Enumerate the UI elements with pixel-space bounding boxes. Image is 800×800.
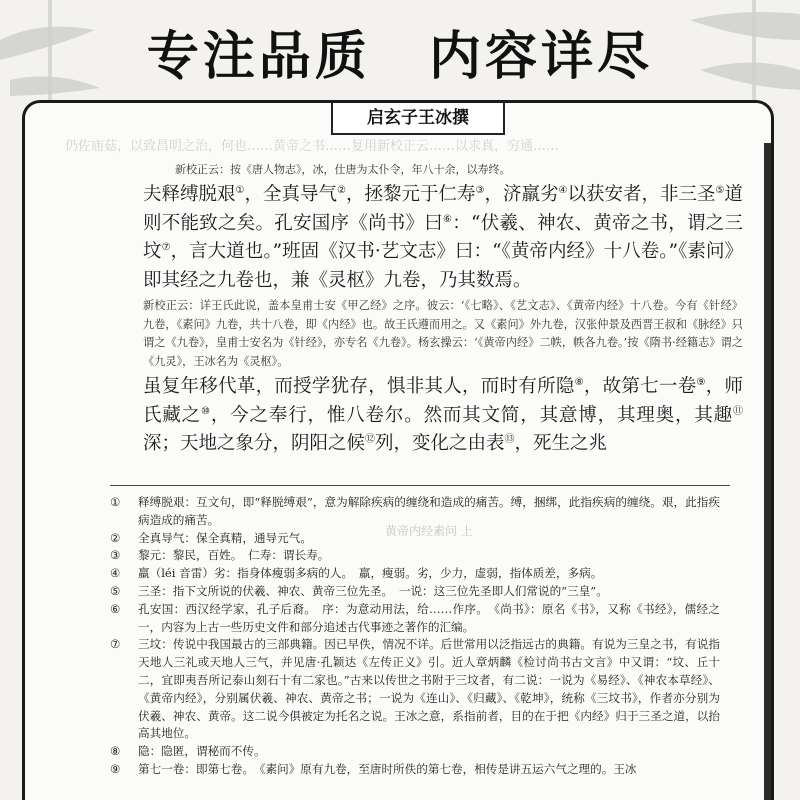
footnote-number: ④ <box>110 566 121 581</box>
footnote-ref: ⑪ <box>733 405 743 417</box>
footnote-ref: ⑩ <box>201 405 211 417</box>
footnote-text: 黎元：黎民，百姓。 仁寿：谓长寿。 <box>138 548 330 563</box>
text-segment: ，故第七一卷 <box>583 376 697 397</box>
main-paragraph-2 <box>143 373 743 459</box>
footnote-item <box>110 636 720 743</box>
footnote-ref: ⑦ <box>161 241 171 253</box>
footnote-item <box>110 547 720 565</box>
text-segment: ，言大道也。”班固《汉书·艺文志》曰：“《黄帝内经》十八卷。”《素问》即其经之九卷也，兼《灵枢》九卷，乃其数焉。 <box>143 241 743 291</box>
footnote-number: ① <box>110 495 121 509</box>
main-paragraph-1 <box>143 181 743 295</box>
footnote-number: ② <box>110 530 121 545</box>
footnote-number: ⑥ <box>110 601 121 616</box>
page-title: 启玄子王冰撰 <box>331 103 505 135</box>
footnote-ref: ⑫ <box>365 433 376 445</box>
correction-note: 新校正云：详王氏此说，盖本皇甫士安《甲乙经》之序。彼云：‘《七略》、《艺文志》、《黄帝内经》十八卷。今有《针经》九卷，《素问》九卷，共十八卷，即《内经》也。故王氏遵而用之。又《素问》外九卷，汉张仲景及西晋王叔和《脉经》只谓之《九卷》，皇甫士安名为《针经》，亦专名《九卷》。杨玄操云：‘《黄帝内经》二帙，帙各九卷。’按《隋书·经籍志》谓之《九灵》，王冰名为《灵枢》。 <box>143 299 744 368</box>
text-segment: ：“伏羲、神农、黄帝之书，谓之三坟 <box>143 212 743 262</box>
footnote-number: ⑨ <box>110 761 121 776</box>
footnote-item <box>110 565 720 583</box>
footnote-text: 羸（léi 音雷）劣：指身体瘦弱多病的人。 羸，瘦弱。劣，少力，虚弱，指体质差，多病。 <box>138 566 603 581</box>
footnote-ref: ⑤ <box>715 184 725 196</box>
main-text <box>143 181 743 459</box>
text-segment: 深；天地之象分，阴阳之候 <box>143 433 366 454</box>
footnotes <box>110 494 720 779</box>
intro-note: 新校正云：按《唐人物志》，冰，仕唐为太仆令，年八十余，以寿终。 <box>175 163 511 176</box>
banner-right-text: 内容详尽 <box>429 27 654 87</box>
footnote-item <box>110 494 720 530</box>
text-segment: ，今之奉行，惟八卷尔。然而其文简，其意博，其理奥，其趣 <box>210 404 733 426</box>
footnote-text: 第七一卷：即第七卷。 《素问》原有九卷，至唐时所佚的第七卷，相传是讲五运六气之理的。王冰 <box>138 761 637 776</box>
footnote-item <box>110 530 720 548</box>
footnote-number: ⑦ <box>110 637 121 652</box>
banner-left-text: 专注品质 <box>146 27 371 87</box>
footnote-number: ⑧ <box>110 744 121 759</box>
footnote-number: ③ <box>110 548 121 563</box>
ghost-text: 黄帝内经素问 上 <box>385 524 473 538</box>
footnote-text: 三坟：传说中我国最古的三部典籍。因已早佚，情况不详。后世常用以泛指远古的典籍。有说为三皇之书，有说指天地人三礼或天地人三气，并见唐·孔颖达《左传正义》引。近人章炳麟《检讨尚书古文言》中又谓：“坟、丘十二，宜即夷吾所记泰山刻石十有二家也。”古来以传世之书附于三坟者，有二说：一说为《易经》、《神农本草经》、《黄帝内经》，分别属伏羲、神农、黄帝之书；一说为《连山》、《归藏》、《乾坤》，统称《三坟书》，作者亦分别为伏羲、神农、黄帝。这二说今俱被定为托名之说。王冰之意，系指前者，目的在于把《内经》归于三圣之道，以抬高其地位。 <box>138 637 720 741</box>
footnote-ref: ⑥ <box>443 213 453 225</box>
footnote-divider <box>110 485 730 486</box>
text-segment: 列，变化之由表 <box>375 433 505 454</box>
footnote-text: 孔安国：西汉经学家，孔子后裔。 序：为意动用法，给……作序。 《尚书》：原名《书》，又称《书经》，儒经之一，内容为上古一些历史文件和部分追述古代事迹之著作的汇编。 <box>138 601 720 634</box>
text-segment: 以获安者，非三圣 <box>567 184 716 205</box>
footnote-ref: ④ <box>558 184 568 196</box>
footnote-item <box>110 583 720 601</box>
footnote-text: 全真导气：保全真精，通导元气。 <box>138 530 312 545</box>
footnote-ref: ① <box>235 184 245 196</box>
text-segment: 虽复年移代革，而授学犹存，惧非其人，而时有所隐 <box>143 376 575 397</box>
footnote-ref: ⑨ <box>696 376 706 388</box>
text-segment: ，全真导气 <box>244 184 337 205</box>
text-segment: ，师氏藏之 <box>143 376 743 426</box>
text-segment: ，死生之兆 <box>514 433 608 454</box>
footnote-item <box>110 743 720 761</box>
promo-banner <box>0 14 800 89</box>
footnote-ref: ③ <box>475 184 485 196</box>
footnote-item <box>110 601 720 637</box>
footnote-number: ⑤ <box>110 583 121 598</box>
text-segment: ，济羸劣 <box>484 184 559 205</box>
text-segment: 夫释缚脱艰 <box>143 184 236 205</box>
text-segment: ，拯黎元于仁寿 <box>345 184 476 205</box>
text-segment: 道则不能致之矣。孔安国序《尚书》曰 <box>143 184 743 234</box>
footnote-ref: ② <box>337 184 346 196</box>
footnote-text: 三圣：指下文所说的伏羲、神农、黄帝三位先圣。 一说：这三位先圣即人们常说的“三皇”。 <box>138 583 608 598</box>
footnote-text: 隐：隐匿，谓秘而不传。 <box>138 744 266 759</box>
footnote-ref: ⑬ <box>504 433 515 445</box>
footnote-item <box>110 761 720 779</box>
footnote-text: 释缚脱艰：互文句，即“释脱缚艰”，意为解除疾病的缠绕和造成的痛苦。缚，捆绑，此指疾病的缠绕。艰，此指疾病造成的痛苦。 <box>138 495 720 527</box>
footnote-ref: ⑧ <box>574 376 584 388</box>
bleed-through-text: 仍佐庙菇，以致昌明之治，何也……黄帝之书……复用新校正云……以求真，穷通…… <box>65 139 560 154</box>
